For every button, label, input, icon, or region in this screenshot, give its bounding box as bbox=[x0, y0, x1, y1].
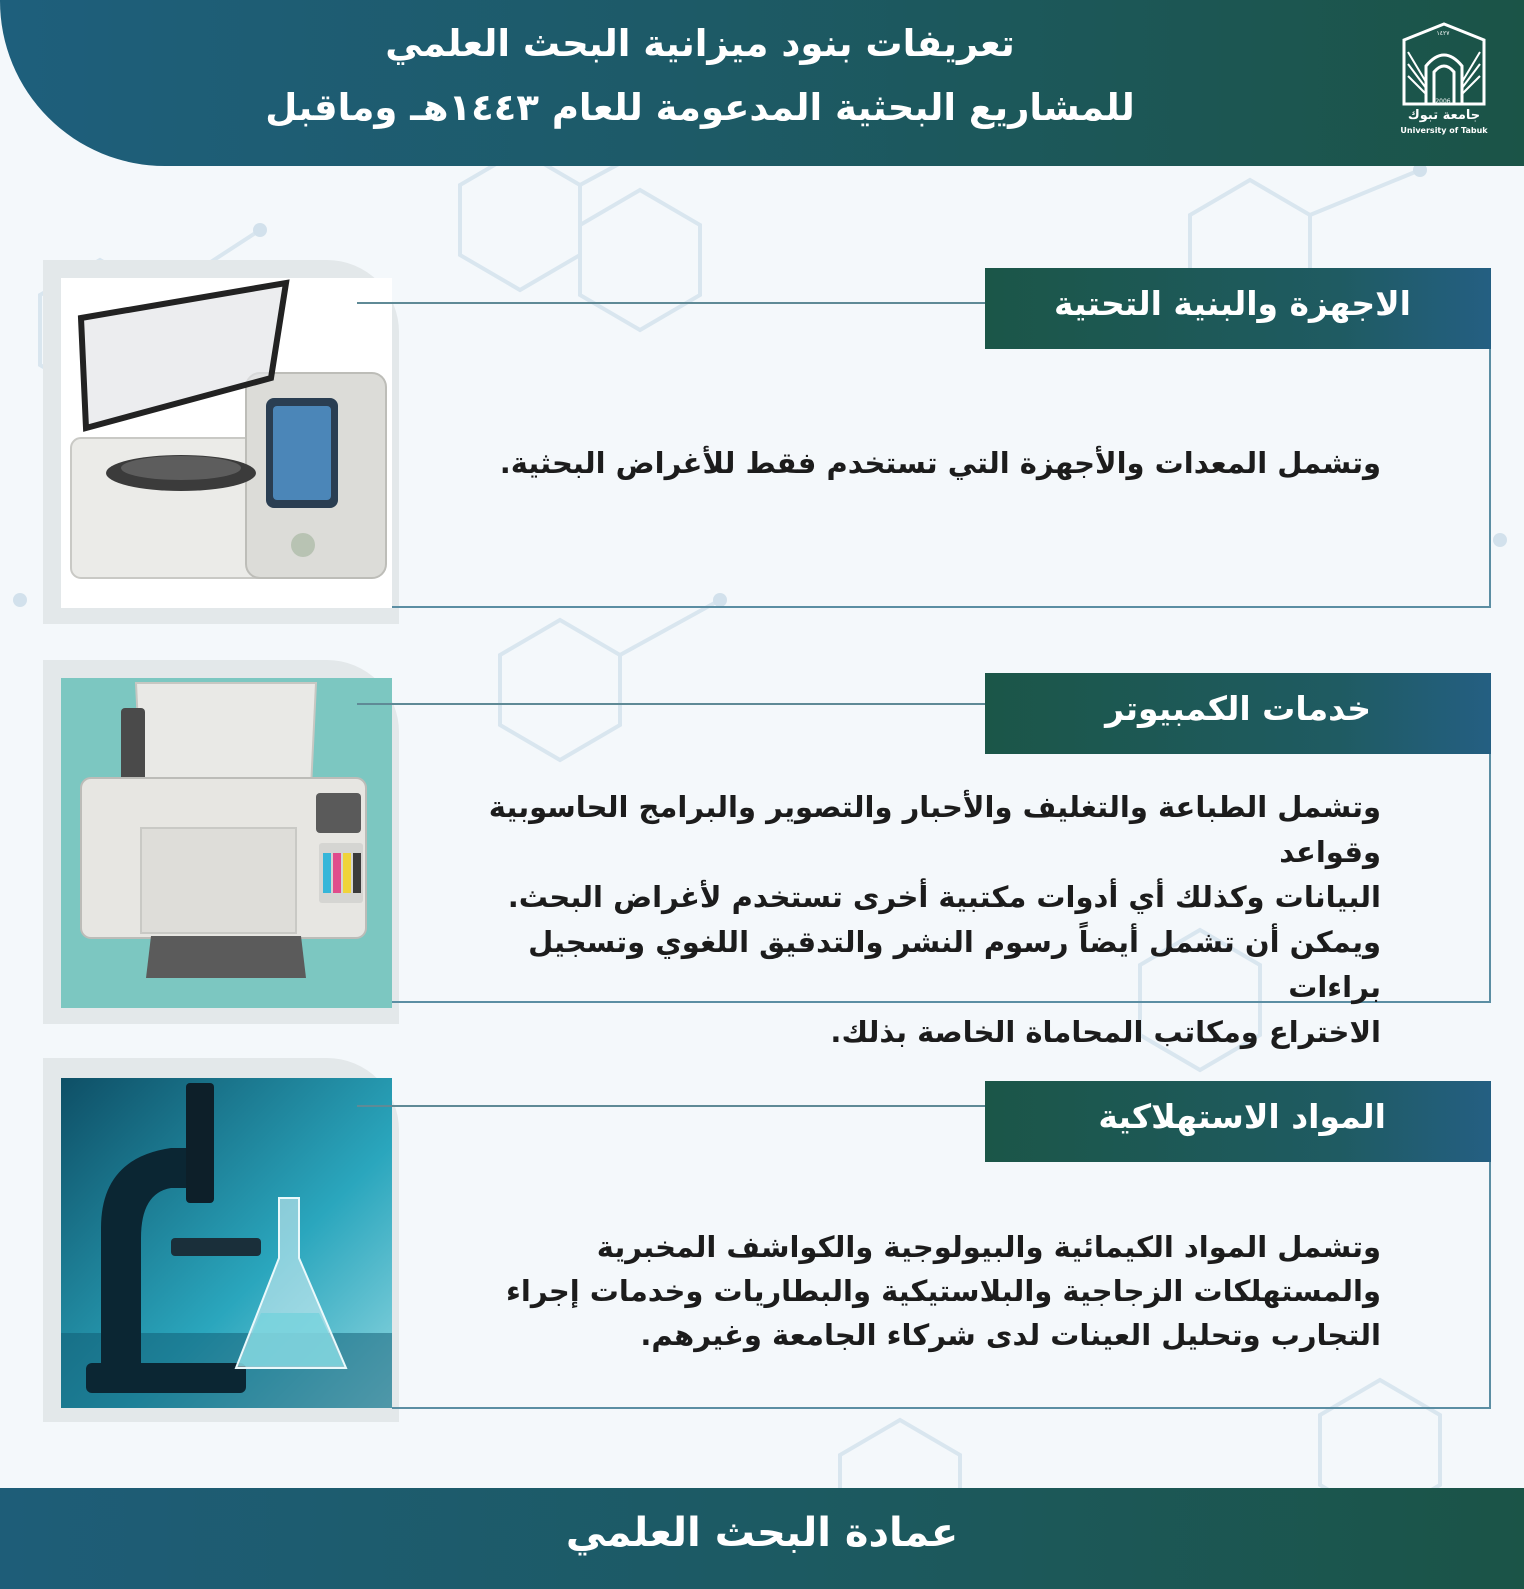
section-title: خدمات الكمبيوتر bbox=[1105, 689, 1371, 728]
microscope-flask-image bbox=[61, 1078, 392, 1408]
description-line: الاختراع ومكاتب المحاماة الخاصة بذلك. bbox=[830, 1015, 1381, 1049]
description-line: البيانات وكذلك أي أدوات مكتبية أخرى تستخدم لأغراض البحث. bbox=[507, 880, 1381, 914]
section-description bbox=[481, 440, 1381, 486]
description-line: وتشمل المعدات والأجهزة التي تستخدم فقط للأغراض البحثية. bbox=[499, 446, 1381, 480]
description-line: وتشمل الطباعة والتغليف والأحبار والتصوير والبرامج الحاسوبية وقواعد bbox=[488, 790, 1381, 869]
page-subtitle: للمشاريع البحثية المدعومة للعام ١٤٤٣هـ وماقبل bbox=[265, 86, 1135, 129]
footer-banner bbox=[0, 1488, 1524, 1589]
section-title: المواد الاستهلاكية bbox=[1098, 1097, 1386, 1136]
section-title: الاجهزة والبنية التحتية bbox=[1054, 284, 1411, 323]
logo-hijri-year: ١٤٢٧ bbox=[1436, 30, 1450, 37]
description-line: ويمكن أن تشمل أيضاً رسوم النشر والتدقيق اللغوي وتسجيل براءات bbox=[528, 925, 1381, 1004]
description-line: والمستهلكات الزجاجية والبلاستيكية والبطاريات وخدمات إجراء bbox=[506, 1274, 1381, 1308]
footer-label: عمادة البحث العلمي bbox=[565, 1510, 959, 1556]
logo-name-en: University of Tabuk bbox=[1400, 126, 1488, 135]
logo-year: 2006 bbox=[1435, 98, 1451, 105]
section-description bbox=[481, 1225, 1381, 1357]
header-banner bbox=[0, 0, 1524, 166]
section-title-bar bbox=[985, 1081, 1491, 1162]
lab-analyzer-image bbox=[61, 278, 392, 608]
description-line: التجارب وتحليل العينات لدى شركاء الجامعة وغيرهم. bbox=[640, 1318, 1381, 1352]
section-title-bar bbox=[985, 268, 1491, 349]
logo-name-ar: جامعة تبوك bbox=[1407, 108, 1481, 123]
printer-image bbox=[61, 678, 392, 1008]
section-title-bar bbox=[985, 673, 1491, 754]
page-title: تعريفات بنود ميزانية البحث العلمي bbox=[385, 22, 1015, 65]
section-description bbox=[441, 785, 1381, 1055]
description-line: وتشمل المواد الكيمائية والبيولوجية والكواشف المخبرية bbox=[596, 1230, 1381, 1264]
